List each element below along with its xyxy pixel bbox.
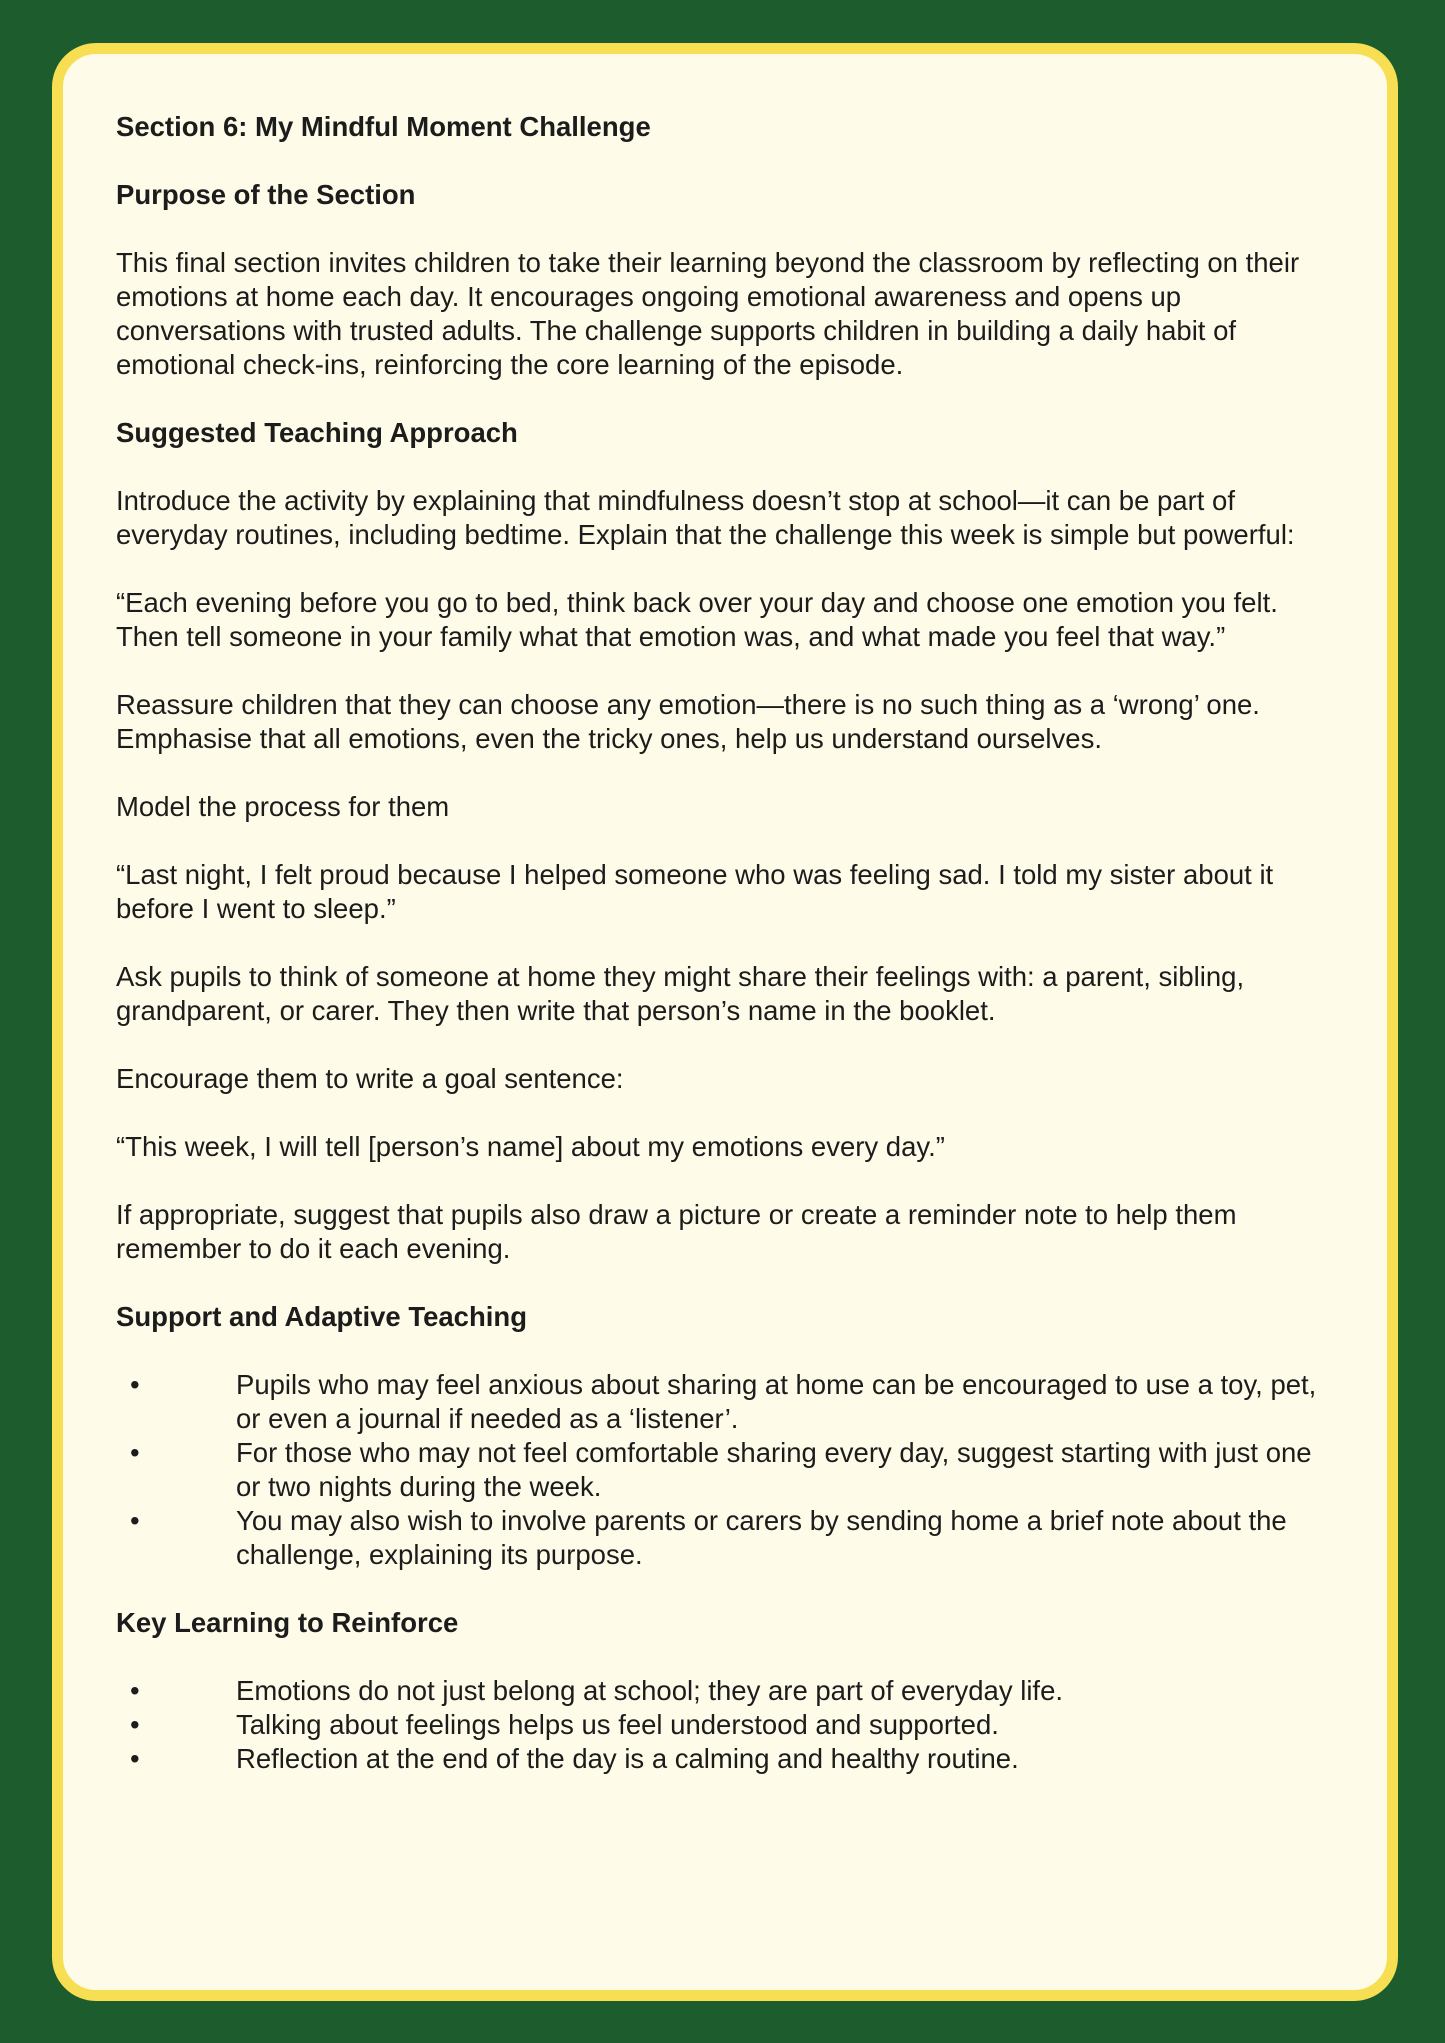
goal-quote: “This week, I will tell [person’s name] about my emotions every day.” (116, 1131, 945, 1162)
list-item-text: Pupils who may feel anxious about sharing at home can be encouraged to use a toy, pet, or even a journal if needed as a ‘listener’. (236, 1369, 1317, 1434)
appropriate-paragraph: If appropriate, suggest that pupils also draw a picture or create a reminder note to help them remember to do it each evening. (116, 1199, 1237, 1264)
list-item (116, 1674, 1341, 1708)
list-item (116, 1504, 1341, 1572)
key-learning-list (116, 1674, 1341, 1776)
example-quote: “Last night, I felt proud because I helped someone who was feeling sad. I told my sister about it before I went to sleep.” (116, 859, 1274, 924)
key-learning-heading: Key Learning to Reinforce (116, 1607, 459, 1638)
model-paragraph: Model the process for them (116, 791, 450, 822)
bullet-icon: • (130, 1709, 140, 1740)
content-card (52, 43, 1398, 2001)
list-item (116, 1368, 1341, 1436)
list-item-text: You may also wish to involve parents or carers by sending home a brief note about the challenge, explaining its purpose. (236, 1505, 1287, 1570)
bullet-icon: • (130, 1369, 140, 1400)
support-heading: Support and Adaptive Teaching (116, 1301, 527, 1332)
section-title: Section 6: My Mindful Moment Challenge (116, 111, 651, 142)
purpose-heading: Purpose of the Section (116, 179, 416, 210)
approach-intro: Introduce the activity by explaining that mindfulness doesn’t stop at school—it can be part of everyday routines, including bedtime. Explain that the challenge this week is simple but powerful: (116, 485, 1295, 550)
support-list (116, 1368, 1341, 1572)
bullet-icon: • (130, 1743, 140, 1774)
list-item (116, 1708, 1341, 1742)
approach-heading: Suggested Teaching Approach (116, 417, 518, 448)
challenge-quote: “Each evening before you go to bed, think back over your day and choose one emotion you felt. Then tell someone in your family what that emotion was, and what made you feel that way.” (116, 587, 1278, 652)
goal-paragraph: Encourage them to write a goal sentence: (116, 1063, 624, 1094)
list-item-text: For those who may not feel comfortable sharing every day, suggest starting with just one or two nights during the week. (236, 1437, 1312, 1502)
bullet-icon: • (130, 1505, 140, 1536)
purpose-text: This final section invites children to take their learning beyond the classroom by reflecting on their emotions at home each day. It encourages ongoing emotional awareness and opens up conversations with trusted adults. The challenge supports children in building a daily habit of emotional check-ins, reinforcing the core learning of the episode. (116, 247, 1300, 380)
list-item-text: Reflection at the end of the day is a calming and healthy routine. (236, 1743, 1019, 1774)
bullet-icon: • (130, 1437, 140, 1468)
list-item-text: Talking about feelings helps us feel understood and supported. (236, 1709, 999, 1740)
reassure-paragraph: Reassure children that they can choose any emotion—there is no such thing as a ‘wrong’ one. Emphasise that all emotions, even the tricky ones, help us understand ourselves. (116, 689, 1260, 754)
ask-pupils-paragraph: Ask pupils to think of someone at home they might share their feelings with: a parent, sibling, grandparent, or carer. They then write that person’s name in the booklet. (116, 961, 1245, 1026)
list-item-text: Emotions do not just belong at school; they are part of everyday life. (236, 1675, 1064, 1706)
list-item (116, 1436, 1341, 1504)
bullet-icon: • (130, 1675, 140, 1706)
list-item (116, 1742, 1341, 1776)
